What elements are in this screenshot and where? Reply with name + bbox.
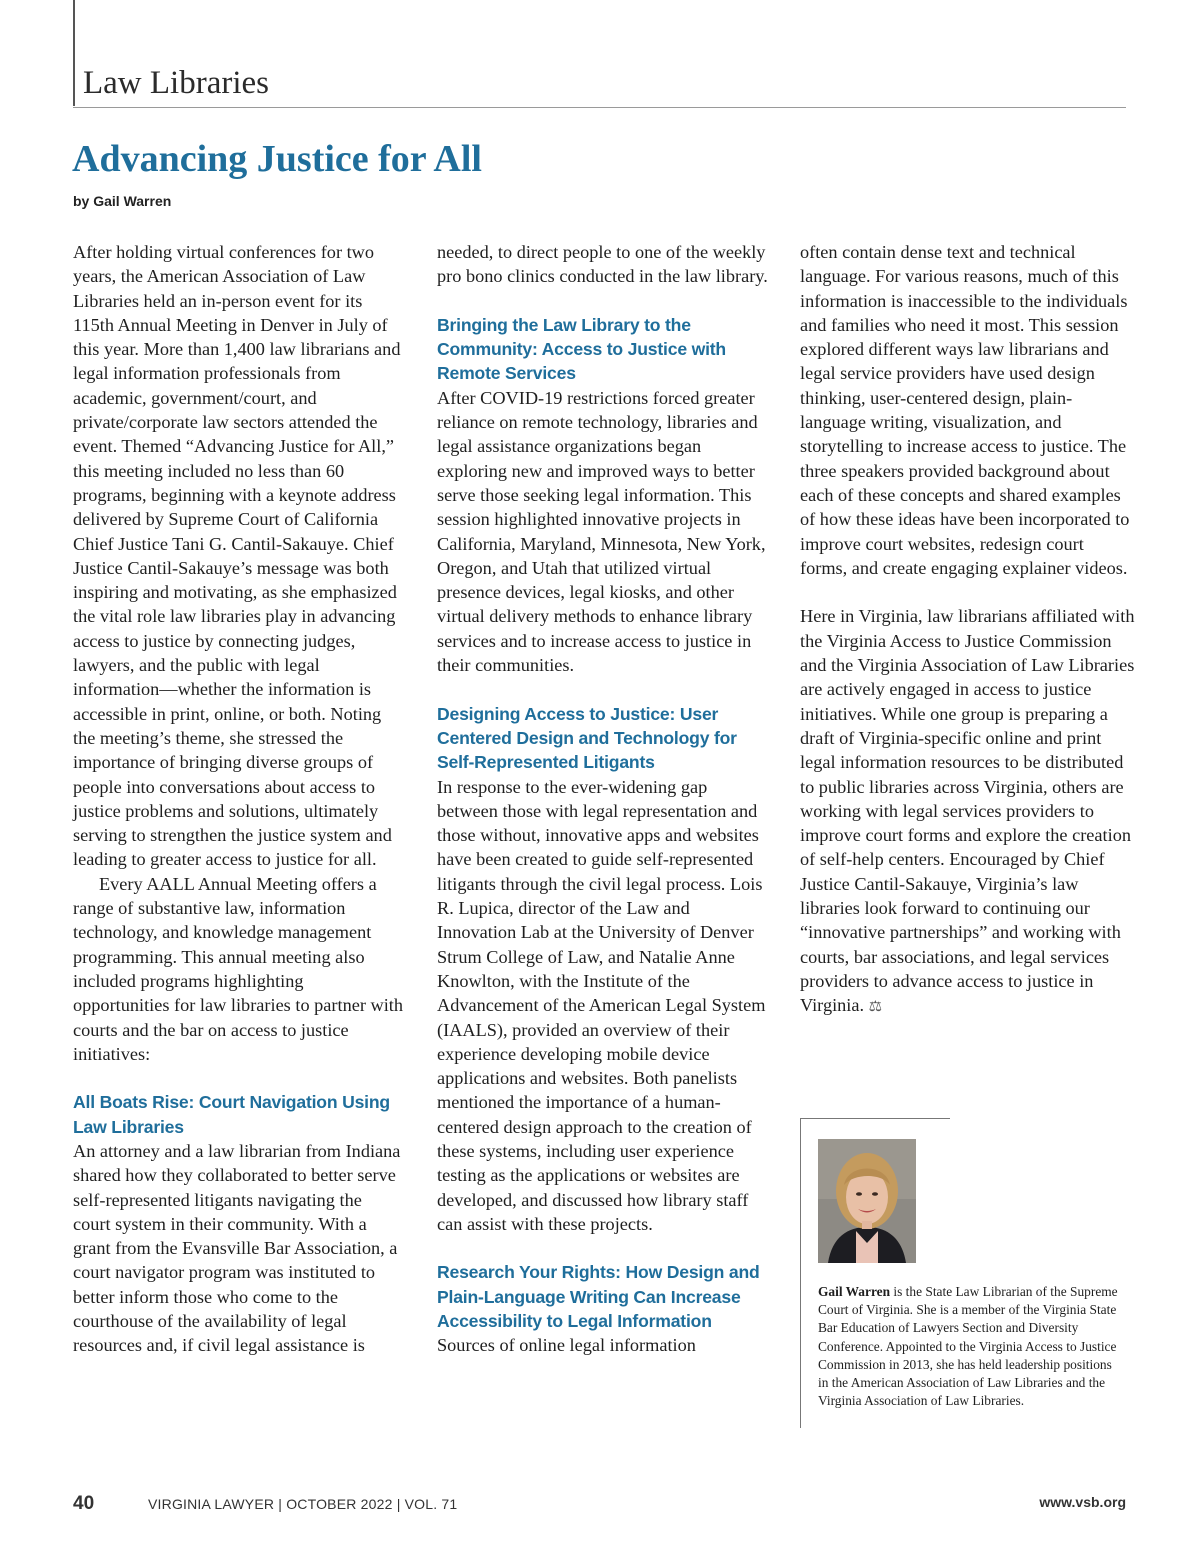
column-3 [800, 240, 1135, 1020]
paragraph-text: Here in Virginia, law librarians affiliated with the Virginia Access to Justice Commission and the Virginia Association of Law Libraries are actively engaged in access to justice initiatives. While one group is preparing a draft of Virginia-specific online and print legal information resources to be distributed to public libraries across Virginia, others are working with legal services providers to improve court forms and explore the creation of self-help centers. Encouraged by Chief Justice Cantil-Sakauye, Virginia’s law libraries look forward to continuing our “innovative partnerships” and working with courts, bar associations, and legal services providers to advance access to justice in Virginia. [800, 606, 1135, 1016]
author-photo-illustration [818, 1139, 916, 1263]
author-bio [818, 1283, 1123, 1410]
paragraph: After holding virtual conferences for two years, the American Association of Law Libraries held an in-person event for its 115th Annual Meeting in Denver in July of this year. More than 1,400 law librarians and legal information professionals from academic, government/court, and private/corporate law sectors attended the event. Themed “Advancing Justice for All,” this meeting included no less than 60 programs, beginning with a keynote address delivered by Supreme Court of California Chief Justice Tani G. Cantil-Sakauye. Chief Justice Cantil-Sakauye’s message was both inspiring and motivating, as she emphasized the vital role law libraries play in advancing access to justice by connecting judges, lawyers, and the public with legal information—whether the information is accessible in print, online, or both. Noting the meeting’s theme, she stressed the importance of bringing diverse groups of people into conversations about access to justice problems and solutions, ultimately serving to strengthen the justice system and leading to greater access to justice for all. [73, 242, 401, 870]
article-title: Advancing Justice for All [72, 138, 482, 180]
subheading: All Boats Rise: Court Navigation Using Law Libraries [73, 1092, 390, 1137]
paragraph: After COVID-19 restrictions forced greater reliance on remote technology, libraries and legal assistance organizations began exploring new and improved ways to better serve those seeking legal information. This session highlighted innovative projects in California, Maryland, Minnesota, New York, Oregon, and Utah that utilized virtual presence devices, legal kiosks, and other virtual delivery methods to enhance library services and to increase access to justice in their communities. [437, 387, 766, 676]
author-photo [818, 1139, 916, 1263]
paragraph: often contain dense text and technical language. For various reasons, much of this information is inaccessible to the individuals and families who need it most. This session explored different ways law librarians and legal service providers have used design thinking, user-centered design, plain-language writing, visualization, and storytelling to increase access to justice. The three speakers provided background about each of these concepts and shared examples of how these ideas have been incorporated to improve court websites, redesign court forms, and create engaging explainer videos. [800, 242, 1130, 578]
bio-rule-vertical [800, 1118, 801, 1428]
section-rule-horizontal [73, 107, 1126, 108]
paragraph: needed, to direct people to one of the weekly pro bono clinics conducted in the law library. [437, 242, 768, 287]
website-url: www.vsb.org [1039, 1494, 1126, 1510]
column-2 [437, 240, 772, 1358]
page-number: 40 [73, 1493, 95, 1514]
section-rule-vertical [73, 0, 75, 106]
subheading: Bringing the Law Library to the Community: Access to Justice with Remote Services [437, 314, 726, 384]
paragraph: In response to the ever-widening gap between those with legal representation and those without, innovative apps and websites have been created to guide self-represented litigants through the civil legal process. Lois R. Lupica, director of the Law and Innovation Lab at the University of Denver Strum College of Law, and Natalie Anne Knowlton, with the Institute of the Advancement of the American Legal System (IAALS), provided an overview of their experience developing mobile device applications and websites. Both panelists mentioned the importance of a human-centered design approach to the creation of these systems, including user experience testing as the applications or websites are developed, and discussed how library staff can assist with these projects. [437, 776, 766, 1234]
paragraph: Sources of online legal information [437, 1335, 696, 1356]
bio-rule-horizontal [800, 1118, 950, 1119]
publication-info: VIRGINIA LAWYER | OCTOBER 2022 | VOL. 71 [148, 1496, 458, 1512]
byline: by Gail Warren [73, 193, 172, 209]
subheading: Research Your Rights: How Design and Plain-Language Writing Can Increase Accessibility to Legal Information [437, 1262, 760, 1332]
paragraph [800, 604, 1135, 1019]
subheading: Designing Access to Justice: User Centered Design and Technology for Self-Represented Litigants [437, 703, 737, 773]
section-label: Law Libraries [83, 65, 269, 101]
paragraph: An attorney and a law librarian from Indiana shared how they collaborated to better serve self-represented litigants navigating the court system in their community. With a grant from the Evansville Bar Association, a court navigator program was instituted to better inform those who come to the courthouse of the availability of legal resources and, if civil legal assistance is [73, 1140, 401, 1356]
column-1 [73, 240, 403, 1358]
author-name: Gail Warren [818, 1284, 891, 1299]
scales-end-mark-icon: ⚖ [868, 999, 883, 1016]
paragraph: Every AALL Annual Meeting offers a range of substantive law, information technology, and knowledge management programming. This annual meeting also included programs highlighting opportunities for law libraries to partner with courts and the bar on access to justice initiatives: [73, 873, 403, 1064]
author-bio-text: is the State Law Librarian of the Supreme Court of Virginia. She is a member of the Virginia State Bar Education of Lawyers Section and Diversity Conference. Appointed to the Virginia Access to Justice Commission in 2013, she has held leadership positions in the American Association of Law Libraries and the Virginia Association of Law Libraries. [818, 1284, 1118, 1409]
